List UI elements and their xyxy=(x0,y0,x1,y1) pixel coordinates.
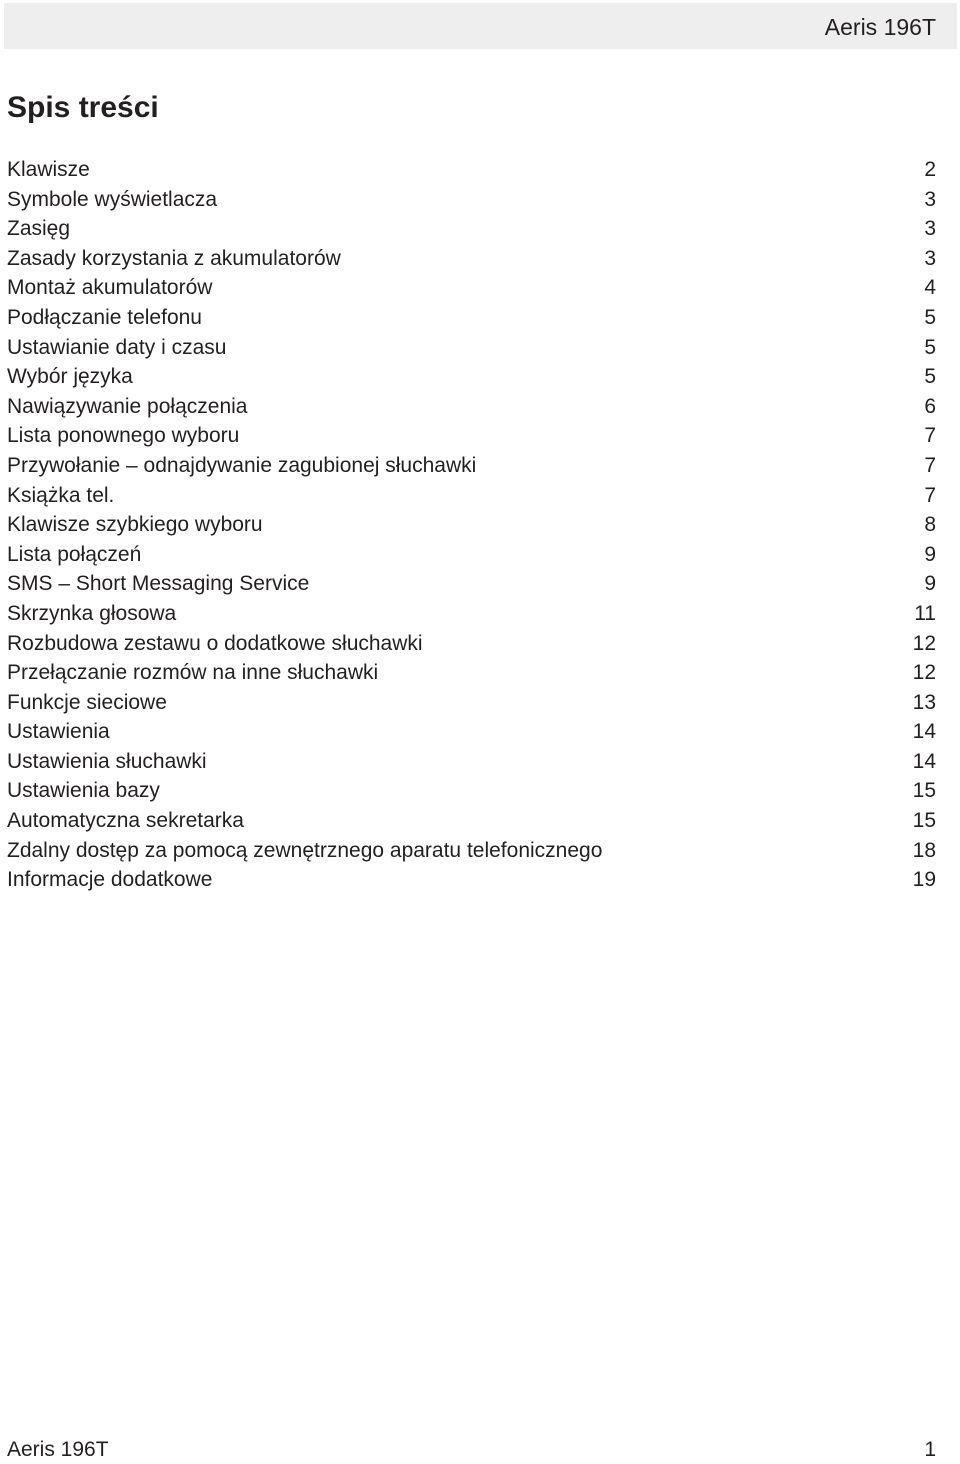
toc-entry[interactable] xyxy=(7,333,936,363)
toc-entry-label: Informacje dodatkowe xyxy=(7,868,213,892)
toc-entry-label: Zasięg xyxy=(7,217,71,241)
toc-entry-page: 5 xyxy=(924,305,936,329)
toc-entry-page: 2 xyxy=(924,158,936,181)
toc-entry-label: Przywołanie – odnajdywanie zagubionej słuchawki xyxy=(7,453,477,477)
page-title: Spis treści xyxy=(7,91,159,124)
toc-entry-page: 9 xyxy=(924,542,936,566)
toc-entry[interactable] xyxy=(7,658,936,688)
toc-entry-label: Zasady korzystania z akumulatorów xyxy=(7,246,341,270)
toc-entry[interactable] xyxy=(7,510,936,540)
toc-entry-page: 3 xyxy=(924,246,936,270)
toc-entry[interactable] xyxy=(7,303,936,333)
toc-entry[interactable] xyxy=(7,185,936,215)
toc-entry-label: Lista ponownego wyboru xyxy=(7,424,240,448)
toc-entry-page: 18 xyxy=(912,838,936,862)
toc-entry-page: 11 xyxy=(914,601,936,625)
toc-entry-page: 3 xyxy=(924,187,936,211)
toc-entry-page: 12 xyxy=(912,661,936,685)
toc-entry[interactable] xyxy=(7,747,936,777)
toc-entry[interactable] xyxy=(7,629,936,659)
footer-product: Aeris 196T xyxy=(7,1438,109,1461)
toc-entry-page: 14 xyxy=(912,720,936,744)
toc-entry-page: 14 xyxy=(912,749,936,773)
toc-entry-label: Lista połączeń xyxy=(7,542,142,566)
toc-entry-page: 7 xyxy=(924,483,936,507)
toc-entry-page: 5 xyxy=(924,365,936,389)
toc-entry-label: Podłączanie telefonu xyxy=(7,305,202,329)
footer-page-number: 1 xyxy=(924,1438,936,1461)
toc-entry[interactable] xyxy=(7,688,936,718)
toc-entry[interactable] xyxy=(7,421,936,451)
toc-entry[interactable] xyxy=(7,569,936,599)
toc-entry[interactable] xyxy=(7,155,936,185)
toc-entry-label: Ustawienia xyxy=(7,720,110,744)
toc-entry-label: Klawisze xyxy=(7,158,90,181)
page-footer xyxy=(7,1436,936,1464)
toc-entry[interactable] xyxy=(7,865,936,895)
toc-entry[interactable] xyxy=(7,481,936,511)
toc-entry-label: Wybór języka xyxy=(7,365,133,389)
toc-entry-label: Skrzynka głosowa xyxy=(7,601,177,625)
toc-entry-page: 7 xyxy=(924,424,936,448)
toc-entry[interactable] xyxy=(7,451,936,481)
toc-entry-label: Zdalny dostęp za pomocą zewnętrznego aparatu telefonicznego xyxy=(7,838,603,862)
toc-entry-label: Przełączanie rozmów na inne słuchawki xyxy=(7,661,379,685)
toc-entry[interactable] xyxy=(7,599,936,629)
toc-entry-page: 19 xyxy=(912,868,936,892)
header-band xyxy=(4,3,957,49)
toc-entry[interactable] xyxy=(7,806,936,836)
toc-entry-page: 4 xyxy=(924,276,936,300)
toc-entry[interactable] xyxy=(7,214,936,244)
toc-entry-label: SMS – Short Messaging Service xyxy=(7,572,310,596)
toc-entry-label: Funkcje sieciowe xyxy=(7,690,167,714)
toc-entry-page: 15 xyxy=(912,779,936,803)
toc-entry-label: Nawiązywanie połączenia xyxy=(7,394,248,418)
toc-entry-label: Ustawienia bazy xyxy=(7,779,160,803)
toc-entry-label: Ustawienia słuchawki xyxy=(7,749,207,773)
toc-entry-page: 12 xyxy=(912,631,936,655)
toc-entry[interactable] xyxy=(7,244,936,274)
toc-entry-page: 5 xyxy=(924,335,936,359)
toc-entry-label: Książka tel. xyxy=(7,483,115,507)
toc-entry[interactable] xyxy=(7,776,936,806)
toc-entry-label: Automatyczna sekretarka xyxy=(7,809,244,833)
toc-entry-page: 13 xyxy=(912,690,936,714)
toc-entry[interactable] xyxy=(7,273,936,303)
toc-entry[interactable] xyxy=(7,540,936,570)
toc-entry-page: 7 xyxy=(924,453,936,477)
toc-entry-label: Rozbudowa zestawu o dodatkowe słuchawki xyxy=(7,631,423,655)
toc-entry-label: Symbole wyświetlacza xyxy=(7,187,218,211)
toc-entry-page: 6 xyxy=(924,394,936,418)
toc-entry-label: Klawisze szybkiego wyboru xyxy=(7,513,263,537)
toc-entry-page: 15 xyxy=(912,809,936,833)
toc-entry[interactable] xyxy=(7,717,936,747)
header-title: Aeris 196T xyxy=(824,14,936,40)
toc-entry-page: 8 xyxy=(924,513,936,537)
toc-entry[interactable] xyxy=(7,836,936,866)
toc-entry-page: 3 xyxy=(924,217,936,241)
toc-entry-page: 9 xyxy=(924,572,936,596)
toc-entry-label: Ustawianie daty i czasu xyxy=(7,335,227,359)
toc-entry[interactable] xyxy=(7,362,936,392)
toc-entry[interactable] xyxy=(7,392,936,422)
toc-entry-label: Montaż akumulatorów xyxy=(7,276,213,300)
table-of-contents xyxy=(7,155,936,895)
